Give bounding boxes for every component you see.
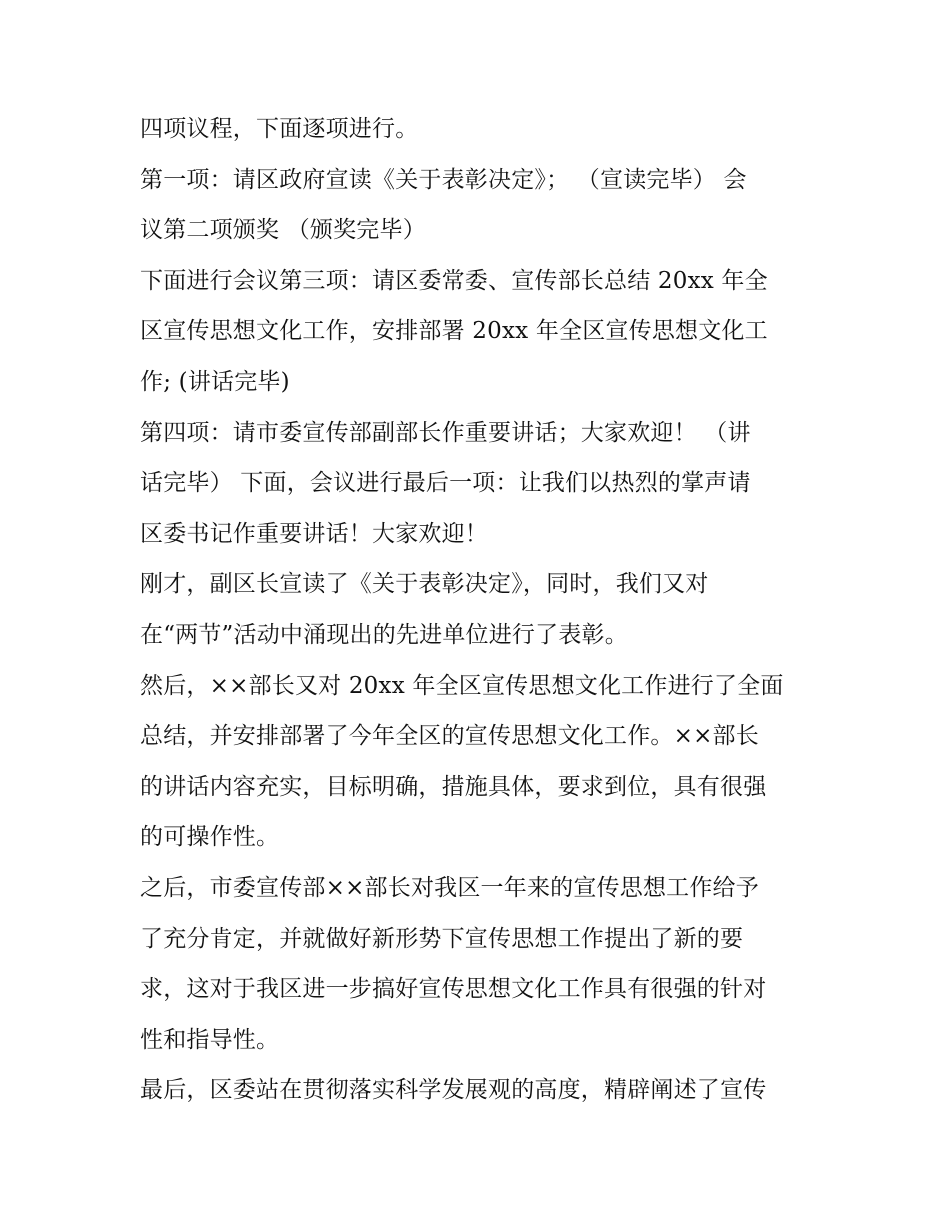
- text-line: 最后，区委站在贯彻落实科学发展观的高度，精辟阐述了宣传: [140, 1077, 767, 1104]
- document-body: [140, 104, 820, 1116]
- text-line: 求，这对于我区进一步搞好宣传思想文化工作具有很强的针对: [140, 976, 767, 1003]
- text-line: 在“两节”活动中涌现出的先进单位进行了表彰。: [140, 621, 628, 648]
- text-line: 之后，市委宣传部××部长对我区一年来的宣传思想工作给予: [140, 874, 759, 901]
- text-line: 性和指导性。: [140, 1026, 280, 1053]
- text-line: 第一项：请区政府宣读《关于表彰决定》； （宣读完毕） 会: [140, 166, 747, 193]
- text-line: 区宣传思想文化工作，安排部署 20xx 年全区宣传思想文化工: [140, 318, 768, 345]
- text-line: 区委书记作重要讲话！大家欢迎！: [140, 520, 488, 547]
- text-line: 议第二项颁奖 （颁奖完毕）: [140, 217, 426, 244]
- text-line: 总结，并安排部署了今年全区的宣传思想文化工作。××部长: [140, 723, 759, 750]
- text-line: 的讲话内容充实，目标明确，措施具体，要求到位，具有很强: [140, 773, 767, 800]
- text-line: 四项议程，下面逐项进行。: [140, 116, 419, 142]
- text-line: 刚才，副区长宣读了《关于表彰决定》，同时，我们又对: [140, 571, 709, 598]
- text-line: 作; (讲话完毕): [140, 368, 290, 395]
- text-line: 下面进行会议第三项：请区委常委、宣传部长总结 20xx 年全: [140, 267, 768, 294]
- text-line: 了充分肯定，并就做好新形势下宣传思想工作提出了新的要: [140, 925, 744, 952]
- text-line: 话完毕） 下面，会议进行最后一项：让我们以热烈的掌声请: [140, 470, 751, 497]
- text-line: 然后，××部长又对 20xx 年全区宣传思想文化工作进行了全面: [140, 672, 784, 699]
- text-line: 的可操作性。: [140, 824, 280, 851]
- text-line: 第四项：请市委宣传部副部长作重要讲话；大家欢迎！ （讲: [140, 419, 751, 446]
